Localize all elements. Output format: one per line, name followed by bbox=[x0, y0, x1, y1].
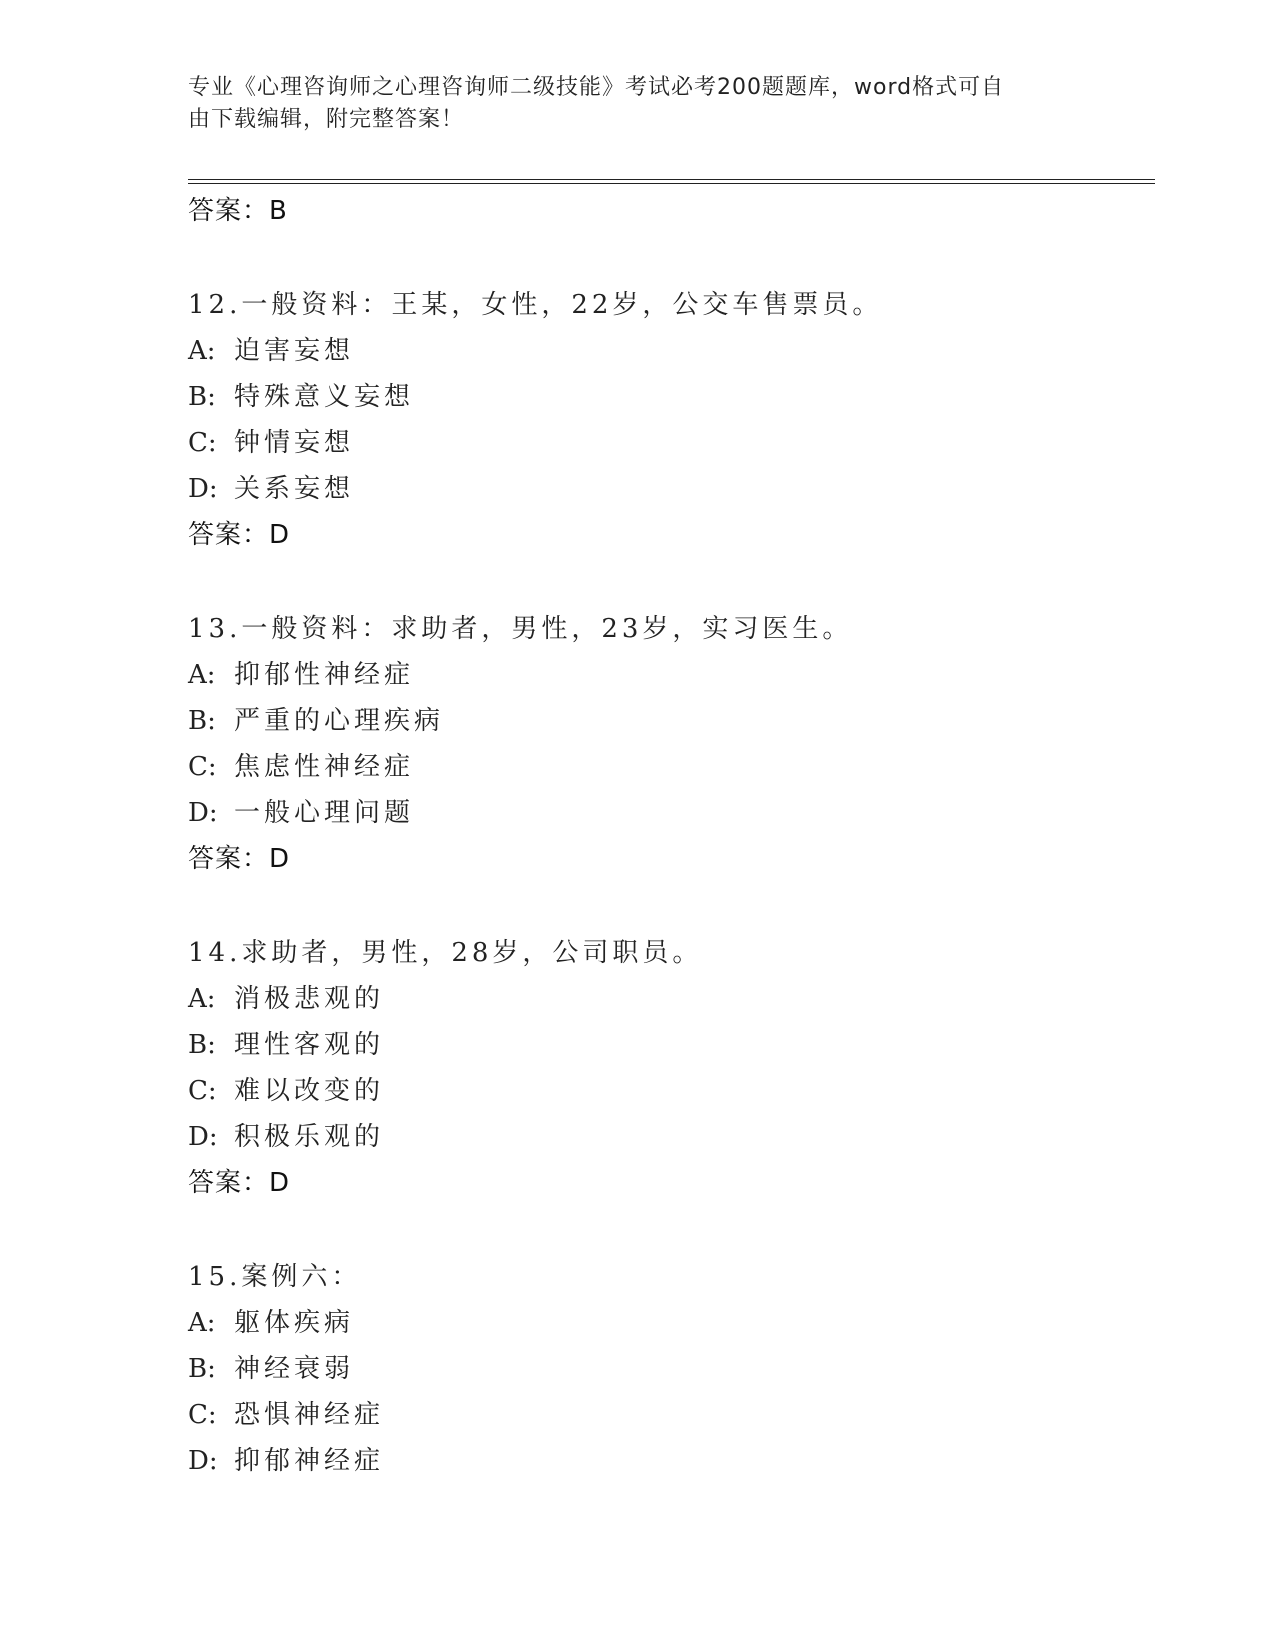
option-letter: C: bbox=[188, 1400, 217, 1430]
option-letter: C: bbox=[188, 1076, 217, 1106]
header-line-2: 由下载编辑，附完整答案！ bbox=[188, 107, 465, 132]
option-letter: B: bbox=[188, 706, 216, 736]
option-text: 关系妄想 bbox=[234, 474, 355, 504]
option-letter: A: bbox=[188, 984, 216, 1014]
option-letter: B: bbox=[188, 1354, 216, 1384]
option-text: 理性客观的 bbox=[234, 1030, 385, 1060]
option-letter: A: bbox=[188, 336, 216, 366]
option-letter: A: bbox=[188, 660, 216, 690]
option-letter: B: bbox=[188, 382, 216, 412]
question-block bbox=[188, 930, 1148, 1206]
option-text: 难以改变的 bbox=[234, 1076, 385, 1106]
answer-option bbox=[188, 1392, 1148, 1438]
option-letter: D: bbox=[188, 474, 218, 504]
option-letter: B: bbox=[188, 1030, 216, 1060]
option-text: 一般心理问题 bbox=[234, 798, 415, 828]
question-block bbox=[188, 606, 1148, 882]
answer-option bbox=[188, 976, 1148, 1022]
question-stem: 12.一般资料：王某，女性，22岁，公交车售票员。 bbox=[188, 290, 883, 320]
answer-option bbox=[188, 790, 1148, 836]
question-block bbox=[188, 1254, 1148, 1484]
option-letter: C: bbox=[188, 752, 217, 782]
option-letter: D: bbox=[188, 1122, 218, 1152]
answer-option bbox=[188, 652, 1148, 698]
option-letter: D: bbox=[188, 798, 218, 828]
option-text: 消极悲观的 bbox=[234, 984, 385, 1014]
option-letter: D: bbox=[188, 1446, 218, 1476]
correct-answer: 答案：D bbox=[188, 520, 291, 550]
option-text: 迫害妄想 bbox=[234, 336, 355, 366]
option-text: 严重的心理疾病 bbox=[234, 706, 445, 736]
question-stem: 13.一般资料：求助者，男性，23岁，实习医生。 bbox=[188, 614, 853, 644]
option-text: 神经衰弱 bbox=[234, 1354, 355, 1384]
header-divider-bottom bbox=[188, 183, 1155, 184]
option-text: 积极乐观的 bbox=[234, 1122, 385, 1152]
option-text: 躯体疾病 bbox=[234, 1308, 355, 1338]
previous-answer: 答案：B bbox=[188, 196, 288, 226]
header-divider-top bbox=[188, 179, 1155, 180]
question-block bbox=[188, 282, 1148, 558]
answer-option bbox=[188, 328, 1148, 374]
answer-option bbox=[188, 1300, 1148, 1346]
option-text: 焦虑性神经症 bbox=[234, 752, 415, 782]
answer-option bbox=[188, 1068, 1148, 1114]
option-text: 钟情妄想 bbox=[234, 428, 355, 458]
option-letter: A: bbox=[188, 1308, 216, 1338]
answer-option bbox=[188, 1346, 1148, 1392]
answer-option bbox=[188, 420, 1148, 466]
question-list bbox=[188, 188, 1148, 1484]
option-text: 抑郁神经症 bbox=[234, 1446, 385, 1476]
option-text: 抑郁性神经症 bbox=[234, 660, 415, 690]
answer-option bbox=[188, 744, 1148, 790]
answer-option bbox=[188, 1022, 1148, 1068]
option-text: 恐惧神经症 bbox=[234, 1400, 385, 1430]
answer-option bbox=[188, 374, 1148, 420]
option-text: 特殊意义妄想 bbox=[234, 382, 415, 412]
answer-option bbox=[188, 1438, 1148, 1484]
question-stem: 14.求助者，男性，28岁，公司职员。 bbox=[188, 938, 703, 968]
option-letter: C: bbox=[188, 428, 217, 458]
question-stem: 15.案例六： bbox=[188, 1262, 362, 1292]
answer-option bbox=[188, 1114, 1148, 1160]
document-header bbox=[188, 72, 1068, 136]
correct-answer: 答案：D bbox=[188, 1168, 291, 1198]
answer-option bbox=[188, 698, 1148, 744]
correct-answer: 答案：D bbox=[188, 844, 291, 874]
header-line-1: 专业《心理咨询师之心理咨询师二级技能》考试必考200题题库，word格式可自 bbox=[188, 75, 1005, 100]
answer-option bbox=[188, 466, 1148, 512]
